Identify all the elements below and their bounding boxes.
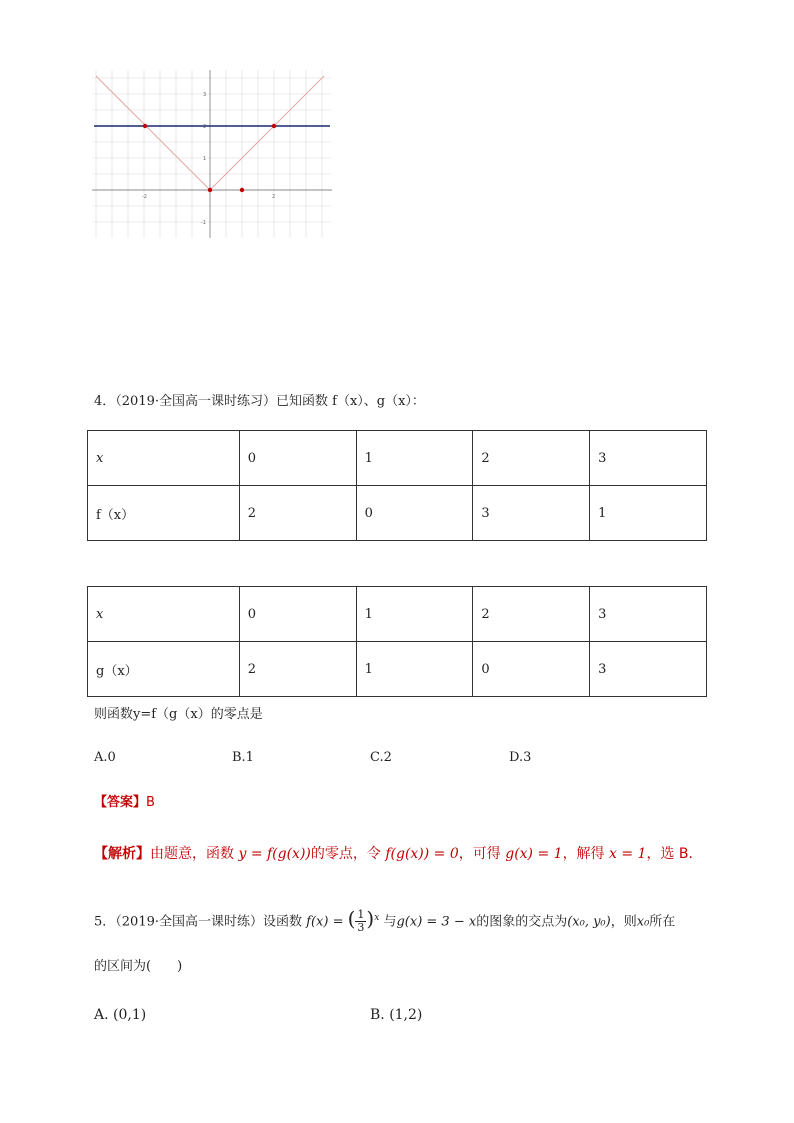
origin-point (208, 188, 212, 192)
answer-value: B (146, 795, 155, 810)
table-cell: 0 (356, 486, 473, 541)
table-cell: 0 (473, 642, 590, 697)
table-row (88, 486, 707, 541)
q5-text: 的图象的交点为 (476, 914, 568, 930)
q4-stem-text: 已知函数 f（x）、g（x）： (276, 394, 425, 409)
x-axis-point (240, 188, 244, 192)
q4-analysis (94, 843, 703, 863)
table-g (87, 586, 707, 697)
analysis-text: ，选 B． (646, 846, 703, 862)
table-cell: x (88, 431, 240, 486)
q4-answer (94, 794, 155, 812)
q4-question: 则函数y=f（g（x）的零点是 (94, 707, 263, 722)
v-left-branch (96, 76, 210, 190)
table-cell: 2 (239, 642, 356, 697)
fraction-denominator: 3 (357, 921, 365, 935)
analysis-text: 由题意，函数 (150, 846, 234, 862)
table-cell: 3 (590, 642, 707, 697)
fraction-numerator: 1 (357, 908, 365, 922)
q5-source: （2019·全国高一课时练） (115, 914, 263, 930)
q5-fraction (355, 909, 366, 934)
table-cell: g（x） (88, 642, 240, 697)
q5-text: 设函数 (263, 914, 303, 930)
q5-option-b: B. (1,2) (370, 1007, 423, 1023)
q5-exponent: x (374, 913, 380, 923)
table-cell: 1 (356, 431, 473, 486)
x-tick-neg2: -2 (142, 194, 147, 200)
table-cell: 2 (473, 431, 590, 486)
v-right-branch (210, 76, 324, 190)
q5-text: ，则 (610, 914, 637, 930)
table-cell: x (88, 587, 240, 642)
intersection-point-right (272, 124, 276, 128)
q5-option-a: A. (0,1) (94, 1007, 147, 1023)
analysis-math: g(x) = 1 (505, 846, 563, 862)
q4-number: 4． (94, 394, 116, 409)
analysis-math: f(g(x)) = 0 (385, 846, 459, 862)
y-tick-3: 3 (203, 92, 207, 98)
intersection-point-left (143, 124, 147, 128)
q4-option-b: B.1 (232, 750, 254, 765)
q4-source: （2019·全国高一课时练习） (115, 394, 276, 409)
analysis-text: ，可得 (458, 846, 501, 862)
table-cell: 3 (590, 587, 707, 642)
q5-g-expr: g(x) = 3 − x (396, 914, 477, 930)
table-cell: f（x） (88, 486, 240, 541)
q5-point: (x₀, y₀) (567, 914, 611, 930)
q4-option-a: A.0 (94, 750, 116, 765)
table-cell: 3 (590, 431, 707, 486)
table-cell: 3 (473, 486, 590, 541)
table-cell: 1 (356, 587, 473, 642)
table-f (87, 430, 707, 541)
analysis-text: ，解得 (562, 846, 605, 862)
table-row (88, 431, 707, 486)
table-row (88, 642, 707, 697)
table-cell: 0 (239, 431, 356, 486)
q5-text: 与 (383, 914, 397, 930)
q4-stem (94, 393, 425, 411)
q4-option-c: C.2 (370, 750, 392, 765)
q4-option-d: D.3 (509, 750, 532, 765)
answer-label: 【答案】 (94, 795, 147, 810)
y-tick-1: 1 (203, 156, 207, 162)
x-tick-2: 2 (272, 194, 276, 200)
q5-f-lhs: f(x) = (306, 914, 348, 930)
table-row (88, 587, 707, 642)
analysis-text: 的零点，令 (310, 846, 381, 862)
q5-text: 所在 (649, 914, 676, 930)
function-graph (92, 70, 332, 238)
q5-x0: x₀ (636, 914, 650, 930)
table-cell: 1 (356, 642, 473, 697)
analysis-math: x = 1 (609, 846, 647, 862)
analysis-label: 【解析】 (94, 846, 150, 862)
table-cell: 2 (239, 486, 356, 541)
table-cell: 1 (590, 486, 707, 541)
q5-line2: 的区间为( ) (94, 959, 183, 974)
table-cell: 2 (473, 587, 590, 642)
y-tick-2: 2 (203, 124, 207, 130)
q5-stem: 5．（2019·全国高一课时练）设函数 f(x) = ( $\frac{1}{3}$ )$^x$ 与g(x) = 3 − x的图象的交点为(x₀, y₀)，则x₀所在 (94, 906, 676, 935)
grid-lines (92, 70, 332, 238)
analysis-math: y = f(g(x)) (238, 846, 311, 862)
table-cell: 0 (239, 587, 356, 642)
q5-number: 5． (94, 914, 116, 930)
y-tick-neg1: -1 (201, 220, 206, 226)
